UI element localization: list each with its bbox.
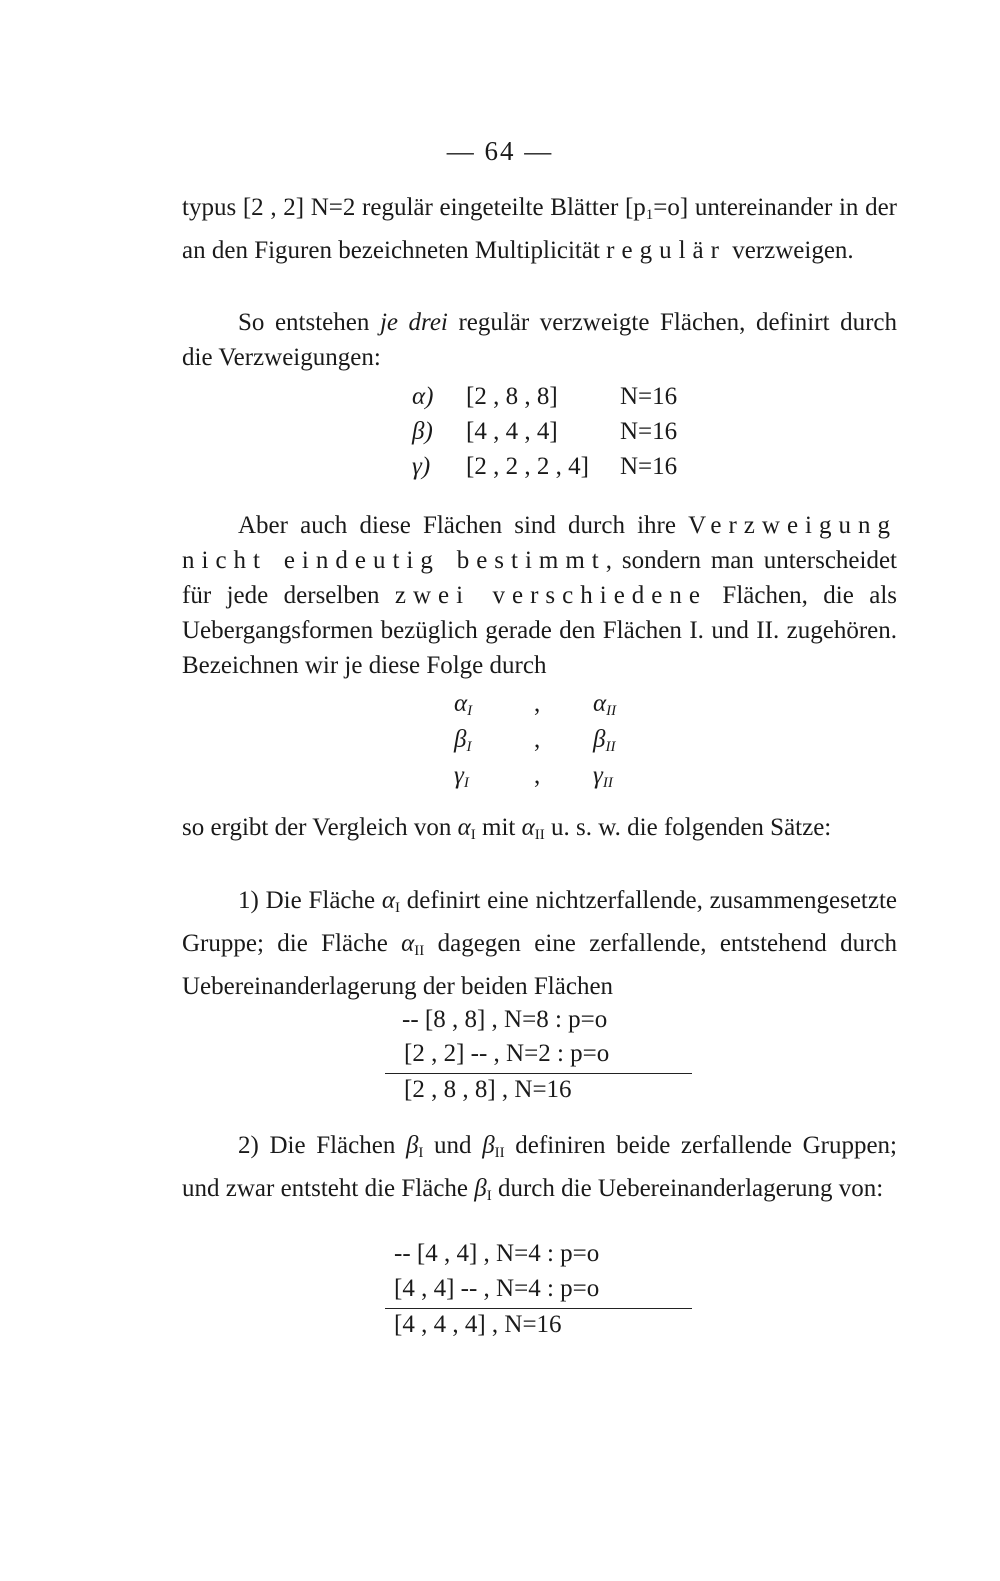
paragraph-entstehen: So entstehen je drei regulär verzweigte Flächen, definirt durch die Verzweigungen: — [182, 309, 898, 371]
paragraph-aber: Aber auch diese Flächen sind durch ihre Verzweigung nicht eindeutig bestimmt, sondern man unterscheidet für jede derselben zwei verschiedene Flächen, die als Uebergangsformen bezüglich gerade den Flächen I. und II. zugehören. Bezeichnen wir je diese Folge durch — [182, 512, 898, 679]
branching-n: N=16 — [620, 383, 678, 410]
spaced-term: zwei verschiedene — [394, 582, 707, 609]
branching-value: [2 , 2 , 2 , 4] — [466, 453, 589, 480]
branching-label: γ) — [412, 453, 431, 480]
paragraph-satz-1: 1) Die Fläche $\alpha_I$ definirt eine nichtzerfallende, zusammengesetzte Gruppe; die Fläche $\alpha_{II}$ dagegen eine zerfallende, entstehend durch Uebereinanderlagerung der beiden Flächen — [182, 887, 898, 1000]
sum-rule — [385, 1073, 692, 1074]
paragraph-typus: typus [2 , 2] N=2 regulär eingeteilte Blätter $[p_1=o]$ untereinander in der an den Figuren bezeichneten Multiplicität regulär verzweigen. — [182, 194, 897, 264]
pair-left: $\alpha_I$ — [454, 690, 473, 719]
spaced-term: regulär — [606, 237, 726, 264]
pair-right: $\alpha_{II}$ — [593, 690, 617, 719]
pair-right: $\gamma_{II}$ — [593, 762, 613, 791]
branching-n: N=16 — [620, 453, 678, 480]
pair-separator: , — [534, 726, 541, 753]
page-number: — 64 — — [446, 136, 554, 166]
paragraph-vergleich: so ergibt der Vergleich von $\alpha_I$ mit $\alpha_{II}$ u. s. w. die folgenden Sätze: — [182, 814, 832, 843]
formula-total: [2 , 8 , 8] , N=16 — [404, 1076, 572, 1103]
formula-line: [2 , 2] -- , N=2 : p=o — [404, 1040, 610, 1067]
branching-value: [4 , 4 , 4] — [466, 418, 558, 445]
branching-value: [2 , 8 , 8] — [466, 383, 558, 410]
sum-rule — [385, 1308, 692, 1309]
formula-line: -- [8 , 8] , N=8 : p=o — [402, 1006, 608, 1033]
formula-line: [4 , 4] -- , N=4 : p=o — [394, 1275, 600, 1302]
branching-label: β) — [412, 418, 433, 445]
pair-right: $\beta_{II}$ — [593, 726, 616, 755]
pair-separator: , — [534, 762, 541, 789]
branching-label: α) — [412, 383, 434, 410]
paragraph-satz-2: 2) Die Flächen $\beta_I$ und $\beta_{II}$ definiren beide zerfallende Gruppen; und zwar entsteht die Fläche $\beta_I$ durch die Uebereinanderlagerung von: — [182, 1132, 898, 1204]
pair-left: $\beta_I$ — [454, 726, 472, 755]
formula-line: -- [4 , 4] , N=4 : p=o — [394, 1240, 600, 1267]
formula-total: [4 , 4 , 4] , N=16 — [394, 1311, 562, 1338]
spaced-term: Verzweigung nicht eindeutig bestimmt — [182, 512, 897, 574]
branching-n: N=16 — [620, 418, 678, 445]
emphasis: je drei — [379, 309, 448, 336]
subscript: 1 — [645, 207, 654, 223]
pair-separator: , — [534, 690, 541, 717]
pair-left: $\gamma_I$ — [454, 762, 469, 791]
